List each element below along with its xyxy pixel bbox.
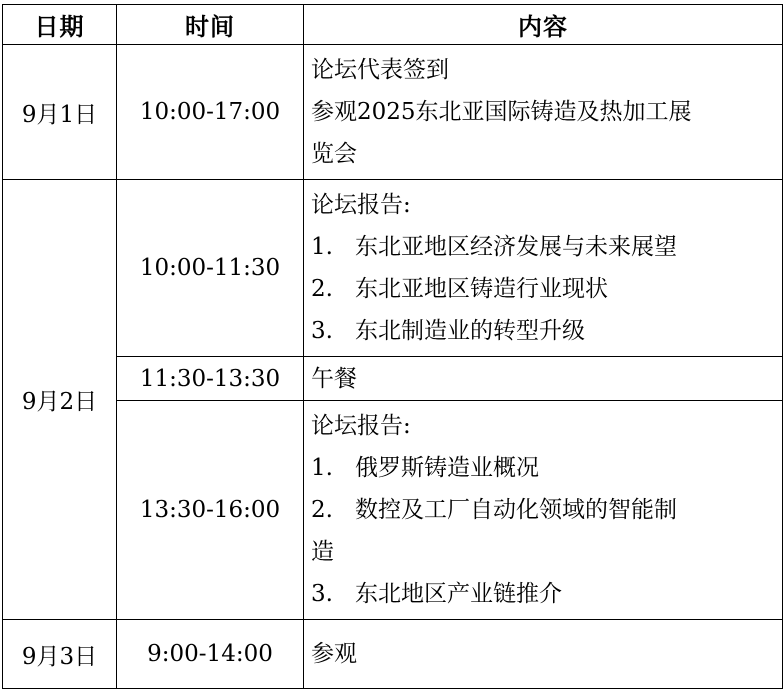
day2-session3-time: 13:30-16:00 [117, 401, 304, 620]
day3-content [304, 620, 783, 689]
session3-item-2 [311, 489, 776, 531]
session3-title: 论坛报告: [311, 413, 411, 439]
item-text: 俄罗斯铸造业概况 [355, 455, 539, 481]
day2-session1-row [3, 180, 783, 357]
schedule-table [2, 4, 783, 689]
header-time: 时间 [117, 5, 304, 45]
day3-content-text: 参观 [311, 641, 357, 667]
day1-date: 9月1日 [3, 45, 117, 180]
day2-session2-row [3, 357, 783, 401]
item-text: 数控及工厂自动化领域的智能制 [355, 497, 677, 523]
item-text: 东北亚地区经济发展与未来展望 [355, 234, 677, 260]
header-content: 内容 [304, 5, 783, 45]
session1-title: 论坛报告: [311, 192, 411, 218]
item-number: 1. [311, 455, 333, 481]
day2-session1-content [304, 180, 783, 357]
day2-date: 9月2日 [3, 180, 117, 620]
item-text: 东北地区产业链推介 [355, 581, 562, 607]
item-text: 东北制造业的转型升级 [355, 318, 585, 344]
day1-content [304, 45, 783, 180]
session2-title: 午餐 [311, 365, 357, 392]
item-number: 3. [311, 581, 333, 607]
day1-time: 10:00-17:00 [117, 45, 304, 180]
session3-item-2-cont: 造 [311, 539, 334, 565]
day2-session3-content [304, 401, 783, 620]
day1-line-3: 览会 [311, 141, 357, 167]
session1-item-3 [311, 310, 776, 352]
item-number: 2. [311, 276, 333, 302]
day3-row [3, 620, 783, 689]
session1-item-2 [311, 268, 776, 310]
session3-item-1 [311, 447, 776, 489]
session1-item-1 [311, 226, 776, 268]
day2-session1-time: 10:00-11:30 [117, 180, 304, 357]
day1-line-1: 论坛代表签到 [311, 57, 449, 83]
item-number: 1. [311, 234, 333, 260]
day2-session2-content [304, 357, 783, 401]
day2-session3-row [3, 401, 783, 620]
header-date: 日期 [3, 5, 117, 45]
item-number: 3. [311, 318, 333, 344]
item-text: 东北亚地区铸造行业现状 [355, 276, 608, 302]
day1-line-2: 参观2025东北亚国际铸造及热加工展 [311, 99, 692, 125]
session3-item-3 [311, 573, 776, 615]
day3-time: 9:00-14:00 [117, 620, 304, 689]
day3-date: 9月3日 [3, 620, 117, 689]
item-number: 2. [311, 497, 333, 523]
day1-row [3, 45, 783, 180]
day2-session2-time: 11:30-13:30 [117, 357, 304, 401]
header-row [3, 5, 783, 45]
